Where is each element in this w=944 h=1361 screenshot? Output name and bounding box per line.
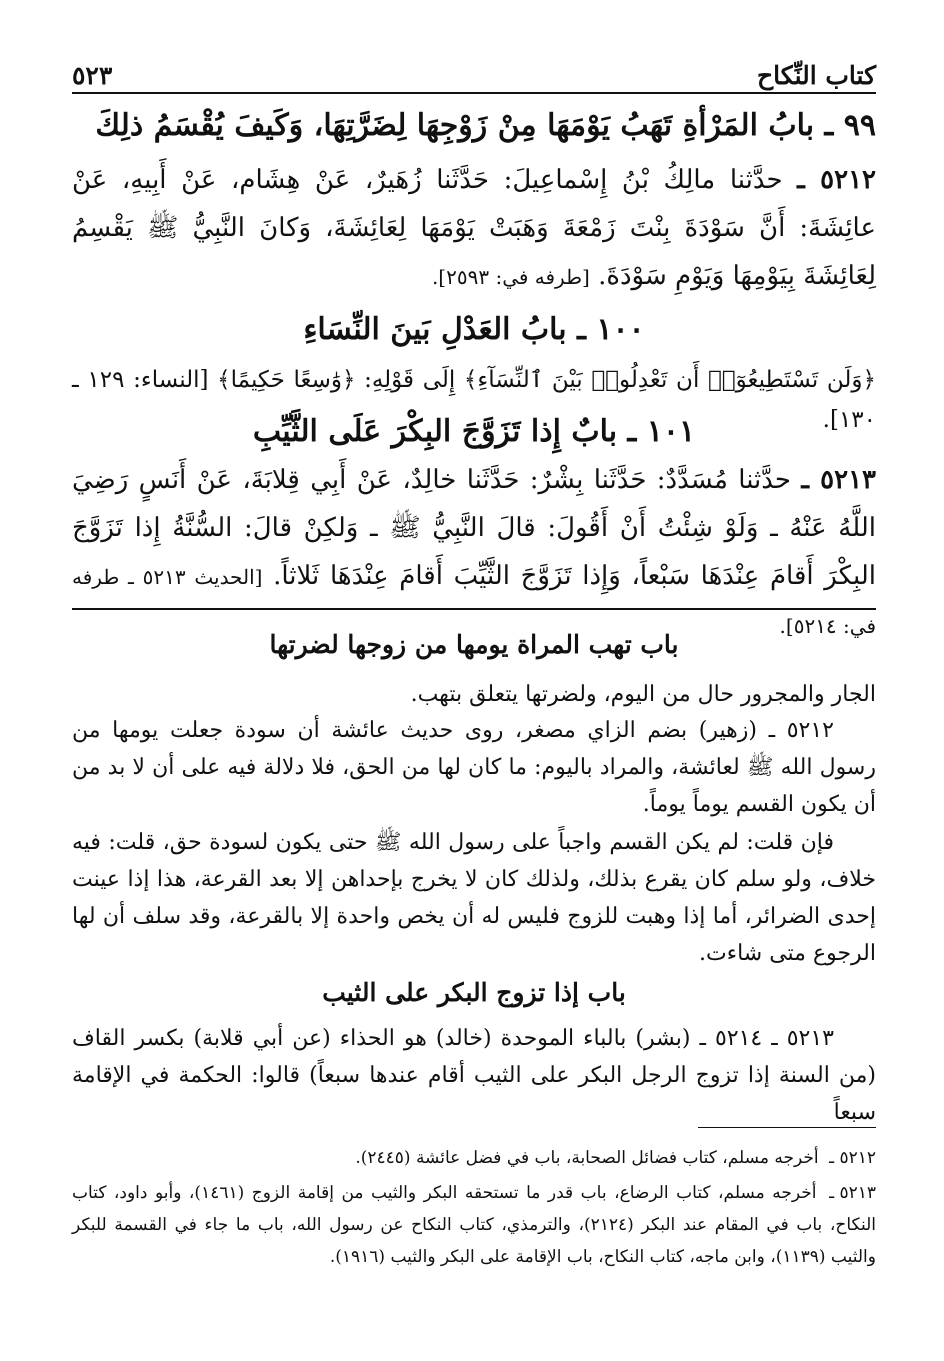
hadith-number: ٥٢١٢ ـ <box>797 165 877 195</box>
footnote-number: ٥٢١٢ ـ <box>829 1148 876 1168</box>
page-number: ٥٢٣ <box>72 61 113 90</box>
hadith-5213 <box>72 456 876 650</box>
chapter-101-title: ١٠١ ـ بابٌ إِذا تَزَوَّجَ البِكْرَ عَلَى الثَّيِّبِ <box>252 414 696 449</box>
hadith-5212 <box>72 156 876 301</box>
chapter-99-title: ٩٩ ـ بابُ المَرْأةِ تَهَبُ يَوْمَهَا مِنْ زَوْجِهَا لِضَرَّتِهَا، وَكَيفَ يُقْسَمُ ذلِكَ <box>95 108 876 143</box>
footnote-text: أخرجه مسلم، كتاب فضائل الصحابة، باب في فضل عائشة (٢٤٤٥). <box>355 1148 819 1168</box>
commentary-paragraph: ٥٢١٣ ـ ٥٢١٤ ـ (بشر) بالباء الموحدة (خالد) هو الحذاء (عن أبي قلابة) بكسر القاف (من السنة إذا تزوج الرجل البكر على الثيب أقام عندها سبعاً) قالوا: الحكمة في الإقامة سبعاً <box>72 1026 876 1125</box>
commentary-title-1: باب تهب المراة يومها من زوجها لضرتها <box>269 630 679 659</box>
quran-verse: ﴿وَلَن تَسْتَطِيعُوٓا۟ أَن تَعْدِلُوا۟ بَيْنَ ٱلنِّسَآءِ﴾ إِلَى قَوْلِهِ: ﴿وَٰسِعًا حَكِيمًا﴾ [النساء: ١٢٩ ـ ١٣٠]. <box>72 367 876 433</box>
chapter-100-title: ١٠٠ ـ بابُ العَدْلِ بَينَ النِّسَاءِ <box>303 312 645 347</box>
commentary-title-2: باب إذا تزوج البكر على الثيب <box>322 978 626 1007</box>
footnote <box>72 1142 876 1174</box>
hadith-text: حدَّثنا مالِكُ بْنُ إِسْماعِيلَ: حَدَّثَنا زُهَيرٌ، عَنْ هِشَام، عَنْ أَبِيهِ، عَنْ عائِشَةَ: أَنَّ سَوْدَةَ بِنْتَ زَمْعَةَ وَهَبَتْ يَوْمَهَا لِعَائِشَةَ، وَكانَ النَّبِيُّ ﷺ يَقْسِمُ لِعَائِشَةَ بِيَوْمِهَا وَيَوْمِ سَوْدَةَ. <box>72 165 876 291</box>
footnote <box>72 1177 876 1273</box>
commentary-paragraph: الجار والمجرور حال من اليوم، ولضرتها يتعلق بتهب. <box>410 682 876 707</box>
hadith-text: حدَّثنا مُسَدَّدٌ: حَدَّثَنا بِشْرٌ: حَدَّثَنا خالِدٌ، عَنْ أَبِي قِلابَةَ، عَنْ أَنَسٍ رَضِيَ اللَّهُ عَنْهُ ـ وَلَوْ شِئْتُ أَنْ أَقُولَ: قالَ النَّبِيُّ ﷺ ـ وَلكِنْ قالَ: السُّنَّةُ إِذا تَزَوَّجَ البِكْرَ أَقامَ عِنْدَهَا سَبْعاً، وَإِذا تَزَوَّجَ الثَّيِّبَ أَقامَ عِنْدَهَا ثَلاثاً. <box>72 465 876 591</box>
hadith-reference: [طرفه في: ٢٥٩٣]. <box>431 265 590 289</box>
hadith-reference: [الحديث ٥٢١٣ ـ طرفه في: ٥٢١٤]. <box>72 565 876 638</box>
footnote-number: ٥٢١٣ ـ <box>829 1183 877 1203</box>
running-header <box>72 42 876 94</box>
footnote-text: أخرجه مسلم، كتاب الرضاع، باب قدر ما تستحقه البكر والثيب من إقامة الزوج (١٤٦١)، وأبو داود، كتاب النكاح، باب في المقام عند البكر (٢١٢٤)، والترمذي، كتاب النكاح عن رسول الله، باب ما جاء في القسمة للبكر والثيب (١١٣٩)، وابن ماجه، كتاب النكاح، باب الإقامة على البكر والثيب (١٩١٦). <box>72 1183 876 1267</box>
footnote-divider <box>698 1127 876 1128</box>
hadith-number: ٥٢١٣ ـ <box>801 465 877 495</box>
running-title: كتاب النِّكاح <box>757 61 876 90</box>
text-commentary-divider <box>72 608 876 610</box>
commentary-paragraph: فإن قلت: لم يكن القسم واجباً على رسول الله ﷺ حتى يكون لسودة حق، قلت: فيه خلاف، ولو سلم كان يقرع بذلك، ولذلك كان لا يخرج بإحداهن إلا بعد القرعة، هذا إذا عينت إحدى الضرائر، أما إذا وهبت للزوج فليس له أن يخص واحدة إلا بالقرعة، وقد سلف أن لها الرجوع متى شاءت. <box>72 830 876 966</box>
commentary-paragraph: ٥٢١٢ ـ (زهير) بضم الزاي مصغر، روى حديث عائشة أن سودة جعلت يومها من رسول الله ﷺ لعائشة، والمراد باليوم: ما كان لها من الحق، فلا دلالة فيه على أن لا بد من أن يكون القسم يوماً يوماً. <box>72 718 876 817</box>
